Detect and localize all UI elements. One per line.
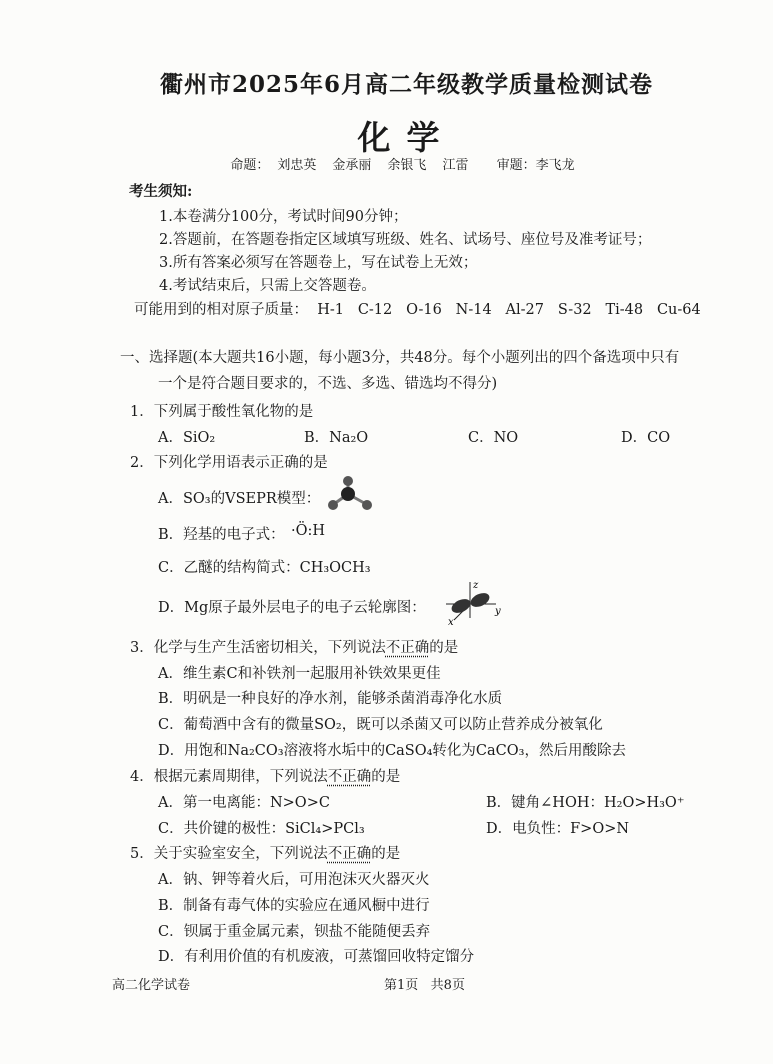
q1-option-d: D．CO: [621, 430, 671, 446]
q5-option-a: A．钠、钾等着火后，可用泡沫灭火器灭火: [158, 872, 430, 888]
q5-option-d: D．有利用价值的有机废液，可蒸馏回收特定馏分: [158, 949, 475, 965]
notice-item: 3.所有答案必须写在答题卷上，写在试卷上无效；: [159, 255, 478, 271]
q1-option-b: B．Na₂O: [304, 430, 369, 446]
exam-title: 衢州市2025年6月高二年级教学质量检测试卷: [159, 71, 654, 98]
electron-cloud-icon: [440, 578, 502, 626]
q1-option-a: A．SiO₂: [158, 430, 216, 446]
axis-label: z: [473, 580, 479, 591]
author: 江雷: [442, 158, 469, 173]
q2-option-c: C．乙醚的结构简式：CH₃OCH₃: [158, 560, 371, 576]
subject-title: 化学: [357, 118, 456, 157]
axis-label: y: [495, 606, 501, 617]
notice-item: 1.本卷满分100分，考试时间90分钟；: [159, 209, 408, 225]
authors-label: 命题：: [230, 158, 270, 173]
notice-item: 4.考试结束后，只需上交答题卷。: [159, 278, 376, 294]
q2-option-b: B．羟基的电子式：: [158, 527, 285, 543]
question-2-stem: 2．下列化学用语表示正确的是: [130, 455, 328, 471]
reviewer: 李飞龙: [535, 158, 575, 173]
question-5-stem: 5．关于实验室安全，下列说法不正确的是: [130, 846, 401, 862]
q4-option-d: D．电负性：F>O>N: [486, 821, 630, 837]
page-number: 第1页 共8页: [384, 978, 465, 993]
q4-option-b: B．键角∠HOH：H₂O>H₃O⁺: [486, 795, 685, 811]
q1-option-c: C．NO: [468, 430, 519, 446]
axis-label: x: [448, 617, 454, 626]
notice-heading: 考生须知:: [129, 183, 193, 200]
author: 刘忠英: [277, 158, 317, 173]
section-heading: 一、选择题(本大题共16小题，每小题3分，共48分。每个小题列出的四个备选项中只有: [120, 350, 680, 366]
q2-option-d: D．Mg原子最外层电子的电子云轮廓图：: [158, 600, 426, 616]
question-1-stem: 1．下列属于酸性氧化物的是: [130, 404, 314, 420]
footer-left: 高二化学试卷: [112, 978, 191, 993]
author: 余银飞: [387, 158, 427, 173]
notice-item: 2.答题前，在答题卷指定区域填写班级、姓名、试场号、座位号及准考证号；: [159, 232, 652, 248]
author: 金承丽: [332, 158, 372, 173]
q3-option-d: D．用饱和Na₂CO₃溶液将水垢中的CaSO₄转化为CaCO₃，然后用酸除去: [158, 743, 626, 759]
q5-option-c: C．钡属于重金属元素，钡盐不能随便丢弃: [158, 924, 431, 940]
hydroxyl-electron-formula: ·Ö:H: [291, 523, 326, 539]
reviewer-label: 审题：: [496, 158, 536, 173]
q4-option-a: A．第一电离能：N>O>C: [158, 795, 330, 811]
q3-option-c: C．葡萄酒中含有的微量SO₂，既可以杀菌又可以防止营养成分被氧化: [158, 717, 603, 733]
atomic-masses: 可能用到的相对原子质量： H-1 C-12 O-16 N-14 Al-27 S-32 Ti-48 Cu-64: [134, 302, 701, 318]
vsepr-model-icon: [326, 474, 378, 516]
q3-option-a: A．维生素C和补铁剂一起服用补铁效果更佳: [158, 666, 441, 682]
authors-line: [0, 154, 773, 173]
question-3-stem: 3．化学与生产生活密切相关，下列说法不正确的是: [130, 640, 459, 656]
q2-option-a: A．SO₃的VSEPR模型：: [158, 491, 321, 507]
q5-option-b: B．制备有毒气体的实验应在通风橱中进行: [158, 898, 430, 914]
question-4-stem: 4．根据元素周期律，下列说法不正确的是: [130, 769, 401, 785]
q3-option-b: B．明矾是一种良好的净水剂，能够杀菌消毒净化水质: [158, 691, 503, 707]
section-heading-cont: 一个是符合题目要求的，不选、多选、错选均不得分): [158, 376, 498, 392]
q4-option-c: C．共价键的极性：SiCl₄>PCl₃: [158, 821, 365, 837]
